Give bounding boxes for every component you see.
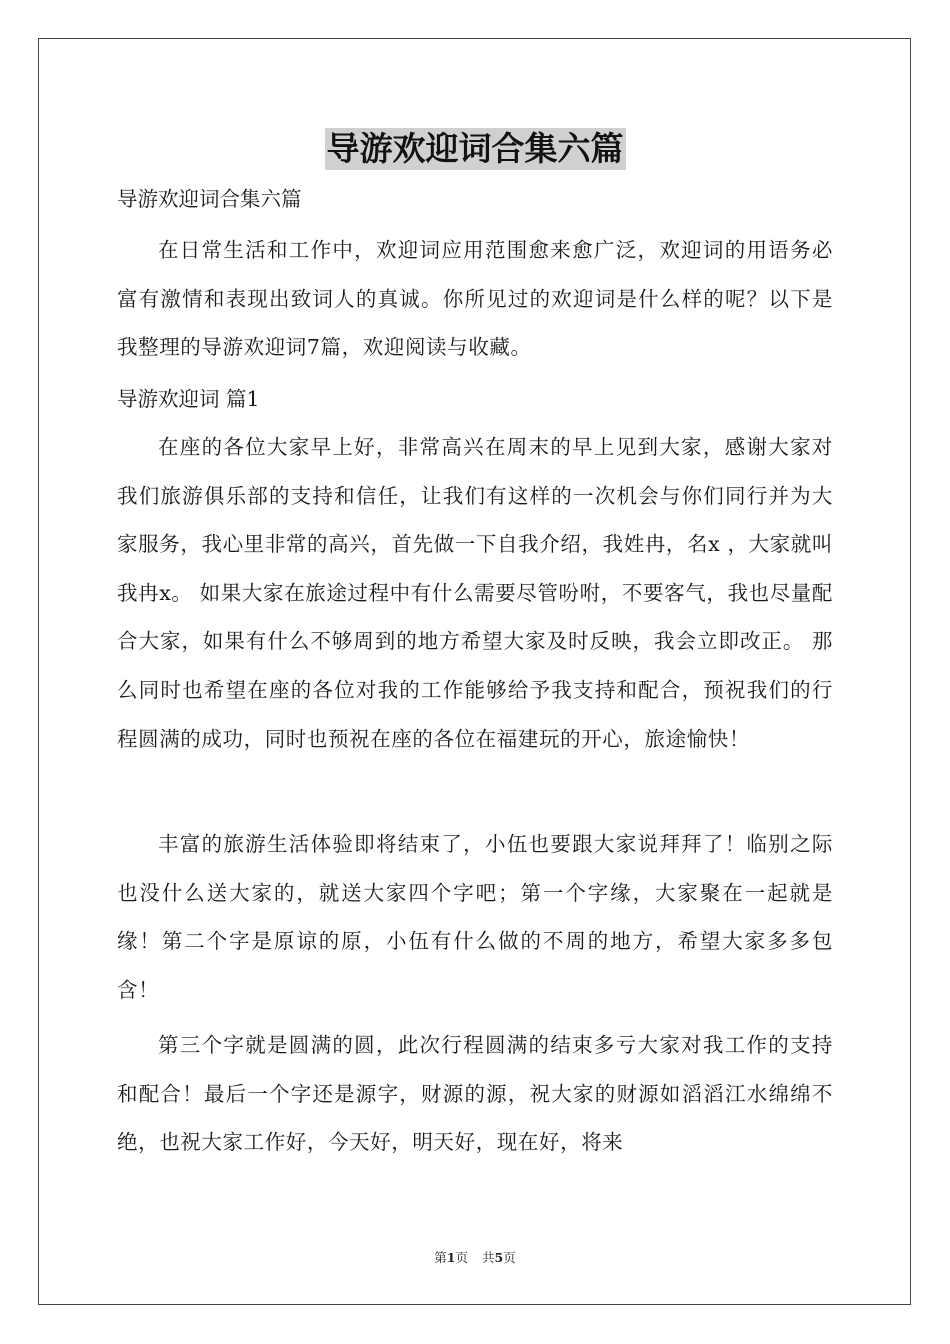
page-suffix: 页 [455,1250,468,1265]
section-heading: 导游欢迎词 篇1 [117,387,260,411]
document-subtitle: 导游欢迎词合集六篇 [117,187,302,211]
total-prefix: 共 [482,1250,495,1265]
page-footer [0,1248,950,1266]
document-title: 导游欢迎词合集六篇 [326,129,624,168]
body-paragraph: 在座的各位大家早上好，非常高兴在周末的早上见到大家，感谢大家对我们旅游俱乐部的支持和信任，让我们有这样的一次机会与你们同行并为大家服务，我心里非常的高兴，首先做一下自我介绍，我姓冉，名x ，大家就叫我冉x。 如果大家在旅途过程中有什么需要尽管吩咐，不要客气，我也尽量配合大家，如果有什么不够周到的地方希望大家及时反映，我会立即改正。 那么同时也希望在座的各位对我的工作能够给予我支持和配合，预祝我们的行程圆满的成功，同时也预祝在座的各位在福建玩的开心，旅途愉快！ [117,435,833,751]
page-number: 1 [446,1250,456,1265]
body-paragraph: 丰富的旅游生活体验即将结束了，小伍也要跟大家说拜拜了！临别之际也没什么送大家的，就送大家四个字吧；第一个字缘，大家聚在一起就是缘！第二个字是原谅的原，小伍有什么做的不周的地方，希望大家多多包含！ [117,832,833,1002]
total-suffix: 页 [503,1250,516,1265]
page-prefix: 第 [434,1250,447,1265]
body-paragraph: 第三个字就是圆满的圆，此次行程圆满的结束多亏大家对我工作的支持和配合！最后一个字还是源字，财源的源，祝大家的财源如滔滔江水绵绵不绝，也祝大家工作好，今天好，明天好，现在好，将来 [117,1033,833,1155]
title-container [117,128,833,170]
intro-paragraph: 在日常生活和工作中，欢迎词应用范围愈来愈广泛，欢迎词的用语务必富有激情和表现出致词人的真诚。你所见过的欢迎词是什么样的呢？以下是我整理的导游欢迎词7篇，欢迎阅读与收藏。 [117,238,833,360]
total-pages: 5 [494,1250,504,1265]
